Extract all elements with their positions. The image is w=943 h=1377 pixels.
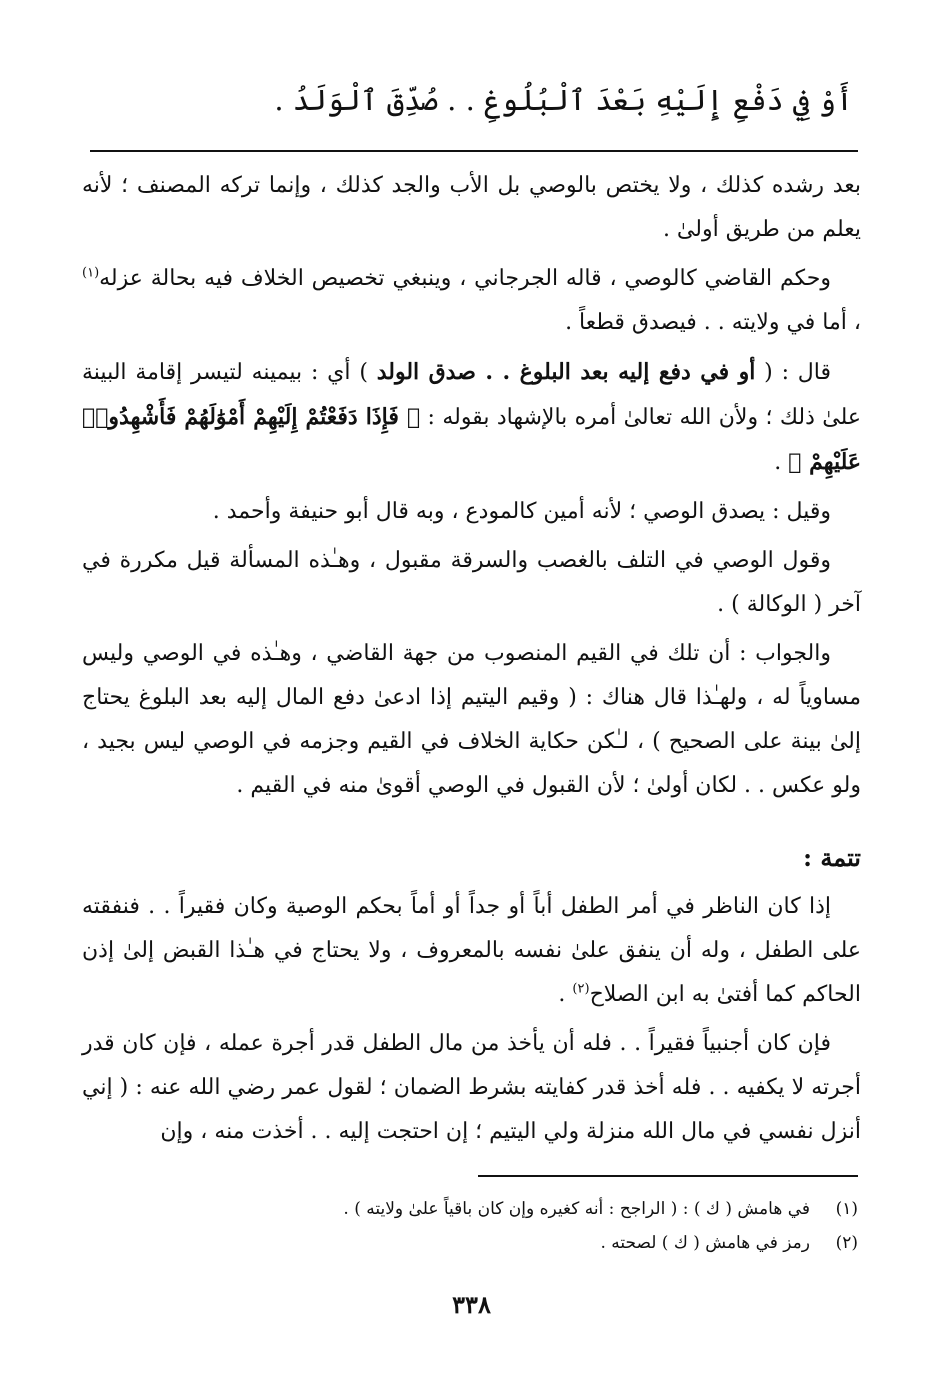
section-title: تتمة : (803, 843, 861, 872)
paragraph-7-text: إذا كان الناظر في أمر الطفل أباً أو جداً أو أماً بحكم الوصية وكان فقيراً . . فنفقته على الطفل ، وله أن ينفق علىٰ نفسه بالمعروف ، ولا يحتاج في هـٰذا القبض إلىٰ إذن الحاكم كما أفتىٰ به ابن الصلاح (82, 894, 861, 1007)
paragraph-3-mid: ) أي : بيمينه لتيسر إقامة البينة علىٰ ذلك ؛ ولأن الله تعالىٰ أمره بالإشهاد بقوله : (82, 360, 861, 430)
paragraph-6: والجواب : أن تلك في القيم المنصوب من جهة القاضي ، وهـٰذه في الوصي وليس مساوياً له ، ولهـٰذا قال هناك : ( وقيم اليتيم إذا ادعىٰ دفع المال إليه بعد البلوغ يحتاج إلىٰ بينة على الصحيح ) ، لـٰكن حكاية الخلاف في القيم وجزمه في الوصي ليس بجيد ، ولو عكس . . لكان أولىٰ ؛ لأن القبول في الوصي أقوىٰ منه في القيم . (82, 641, 861, 798)
header-divider (90, 150, 858, 152)
paragraph-2 (82, 257, 861, 345)
footnotes (120, 1192, 858, 1260)
paragraph-5: وقول الوصي في التلف بالغصب والسرقة مقبول ، وهـٰذه المسألة قيل مكررة في آخر ( الوكالة ) . (82, 548, 861, 617)
paragraph-7-tail: . (558, 982, 573, 1007)
main-text (82, 164, 861, 1159)
paragraph-1: بعد رشده كذلك ، ولا يختص بالوصي بل الأب والجد كذلك ، وإنما تركه المصنف ؛ لأنه يعلم من طريق أولىٰ . (82, 173, 861, 242)
paragraph-7 (82, 885, 861, 1017)
header-verse-text: أَوْ فِي دَفْعِ إِلَيْهِ بَعْدَ ٱلْبُلُوغِ . . صُدِّقَ ٱلْوَلَدُ . (274, 83, 853, 117)
footnote-1-text: في هامش ( ك ) : ( الراجح : أنه كغيره وإن كان باقياً علىٰ ولايته ) . (343, 1199, 810, 1219)
footnote-1 (120, 1192, 858, 1226)
paragraph-2-tail: ، أما في ولايته . . فيصدق قطعاً . (565, 310, 861, 335)
footnote-ref-1: (١) (82, 265, 100, 281)
paragraph-2-text: وحكم القاضي كالوصي ، قاله الجرجاني ، وينبغي تخصيص الخلاف فيه بحالة عزله (99, 266, 831, 291)
quran-verse: ﴿ فَإِذَا دَفَعْتُمْ إِلَيْهِمْ أَمْوَٰلَهُمْ فَأَشْهِدُوا۟ عَلَيْهِمْ ﴾ (82, 404, 861, 475)
footnote-1-number: (١) (835, 1199, 858, 1219)
page-header-verse (90, 78, 853, 122)
paragraph-4: وقيل : يصدق الوصي ؛ لأنه أمين كالمودع ، وبه قال أبو حنيفة وأحمد . (212, 499, 831, 524)
footnote-ref-2: (٢) (572, 981, 590, 997)
paragraph-8: فإن كان أجنبياً فقيراً . . فله أن يأخذ من مال الطفل قدر أجرة عمله ، فإن كان قدر أجرته لا يكفيه . . فله أخذ قدر كفايته بشرط الضمان ؛ لقول عمر رضي الله عنه : ( إني أنزل نفسي في مال الله منزلة ولي اليتيم ؛ إن احتجت إليه . . أخذت منه ، وإن (82, 1031, 861, 1144)
footnote-2 (120, 1226, 858, 1260)
paragraph-3-lead: قال : ( (755, 360, 831, 385)
paragraph-3 (82, 350, 861, 485)
paragraph-3-tail: . (774, 450, 789, 475)
footnote-2-text: رمز في هامش ( ك ) لصحته . (600, 1233, 810, 1253)
page-number: ٣٣٨ (452, 1290, 491, 1319)
footnote-2-number: (٢) (835, 1233, 858, 1253)
matn-quote: أو في دفع إليه بعد البلوغ . . صدق الولد (376, 359, 756, 385)
footnote-divider (478, 1175, 858, 1177)
